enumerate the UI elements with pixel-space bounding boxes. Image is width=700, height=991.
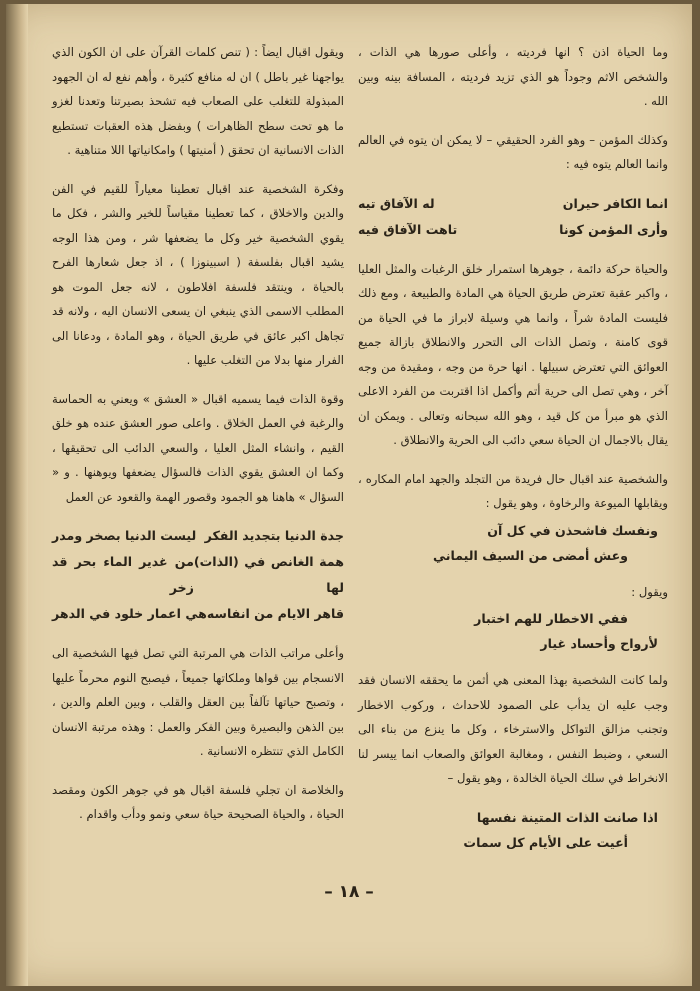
verse-row bbox=[358, 217, 668, 243]
verse-block bbox=[368, 518, 658, 568]
verse-hemistich: وأرى المؤمن كونا bbox=[559, 221, 668, 237]
verse-row bbox=[52, 523, 344, 549]
verse-hemistich: قاهر الايام من انفاسه bbox=[206, 606, 344, 621]
page-number: – ١٨ – bbox=[324, 882, 374, 902]
verse-line: اذا صانت الذات المتينة نفسها bbox=[476, 809, 658, 825]
paragraph: والخلاصة ان تجلي فلسفة اقبال هو في جوهر الكون ومقصد الحياة ، والحياة الصحيحة حياة سعي ونمو ودأب واقدام . bbox=[52, 782, 344, 821]
verse-hemistich: انما الكافر حيران bbox=[562, 195, 668, 211]
paragraph: والشخصية عند اقبال حال فريدة من التجلد والجهد امام المكاره ، ويقابلها الميوعة والرخاوة ، وهو يقول : bbox=[358, 471, 668, 510]
verse-hemistich: تاهت الآفاق فيه bbox=[358, 221, 458, 237]
verse-hemistich: هي اعمار خلود في الدهر bbox=[52, 606, 207, 621]
page bbox=[6, 4, 692, 986]
verse-hemistich: جدة الدنيا بتجديد الفكر bbox=[204, 528, 344, 543]
verse-line: ففي الاخطار للهم اختبار bbox=[474, 611, 628, 626]
paragraph: وفكرة الشخصية عند اقبال تعطينا معياراً للقيم في الفن والدين والاخلاق ، كما تعطينا مقياساً للخير والشر ، فكل ما يقوي الشخصية خير وكل ما يضعفها شر ، ومن هذا الوجه يشيد اقبال بفلسفة ( اسبينوزا ) ، اذ جعل شعارها الفرح بالحياة ، وينتقد فلسفة افلاطون ، لانه جعل الموت هو المطلب الاسمى الذي ينبغي ان يسعى الانسان اليه ، ولانه قد تجاهل اكبر عائق في طريق الحياة ، وهو المادة ، ودعانا الى الفرار منها بدلا من التغلب عليها . bbox=[52, 181, 344, 367]
paragraph: ويقول : bbox=[631, 584, 668, 599]
verse-block bbox=[358, 191, 668, 243]
left-column bbox=[52, 40, 344, 841]
paragraph: ولما كانت الشخصية بهذا المعنى هي أثمن ما يحققه الانسان فقد وجب عليه ان يدأب على الصمود للاحداث ، وركوب الاخطار وتجنب مزالق التواكل والاسترخاء ، وكل ما ينزع من بناء الى السعي ، وضبط النفس ، ومغالبة العوائق والصعاب انما ييسر لنا الانخراط في سلك الحياة الخالدة ، وهو يقول – bbox=[358, 673, 668, 785]
paragraph: وقوة الذات فيما يسميه اقبال « العشق » ويعني به الحماسة والرغبة في العمل الخلاق . واعلى صور العشق عنده هو خلق القيم ، وانشاء المثل العليا ، والسعي الدائب الى تحقيقها ، وكما ان العشق يقوي الذات فالسؤال يضعفها ويوهنها . و « السؤال » هاهنا هو الجمود وقصور الهمة والقعود عن العمل bbox=[52, 391, 344, 504]
paragraph: والحياة حركة دائمة ، جوهرها استمرار خلق الرغبات والمثل العليا ، واكبر عقبة تعترض طريق الحياة هي المادة والطبيعة ، ومع ذلك فليست المادة شراً ، وانما هي وسيلة لابراز ما في الحياة من قوى كامنة ، وتصل الذات الى التحرر والانطلاق بازالة جميع العوائق التي تعترض سبيلها . انها حرة من وجه ، ومقيدة من وجه آخر ، وهي تصل الى حرية أتم وأكمل اذا اقتربت من الفرد الاعلى الذي هو مبرأ من كل قيد ، وهو الله سبحانه وتعالى . ويمكن ان يقال بالاجمال ان الحياة سعي دائب الى الحرية والانطلاق . bbox=[358, 261, 668, 447]
verse-block bbox=[368, 805, 658, 855]
verse-hemistich: همة الغانص في (الذات) لها bbox=[193, 554, 344, 595]
paragraph: وكذلك المؤمن – وهو الفرد الحقيقي – لا يمكن ان يتوه في العالم وانما العالم يتوه فيه : bbox=[358, 132, 668, 171]
verse-line: لأرواح وأحساد غيار bbox=[540, 636, 658, 651]
verse-hemistich: من غدير الماء بحر قد زخر bbox=[52, 554, 194, 595]
paragraph: وما الحياة اذن ؟ انها فرديته ، وأعلى صورها هي الذات ، والشخص الاثم وجوداً هو الذي تزيد فرديته ، المسافة بينه وبين الله . bbox=[358, 45, 668, 108]
verse-row bbox=[358, 191, 668, 217]
verse-line: وعش أمضى من السيف اليماني bbox=[433, 547, 628, 563]
right-column bbox=[358, 40, 668, 867]
verse-row bbox=[52, 601, 344, 627]
verse-line: أعيت على الأيام كل سمات bbox=[463, 834, 628, 850]
paragraph: وأعلى مراتب الذات هي المرتبة التي تصل فيها الشخصية الى الانسجام بين قواها وملكاتها جميعاً ، فيصبح النوم محرماً عليها ، وتصبح حياتها تآلفاً بين العقل والقلب ، وبين العلم والدين ، بين الذهن والبصيرة وبين الفكر والعمل : وهذه مرتبة الانسان الكامل الذي تنتظره الانسانية . bbox=[52, 646, 344, 758]
verse-hemistich: له الآفاق تيه bbox=[358, 195, 435, 211]
verse-hemistich: ليست الدنيا بصخر ومدر bbox=[52, 528, 197, 543]
verse-block bbox=[368, 606, 658, 656]
verse-line: ونفسك فاشحذن في كل آن bbox=[487, 522, 658, 538]
verse-block bbox=[52, 523, 344, 627]
verse-row bbox=[52, 549, 344, 601]
binding-shadow bbox=[6, 4, 28, 986]
paragraph: ويقول اقبال ايضاً : ( تنص كلمات القرآن على ان الكون الذي يواجهنا غير باطل ) ان له منافع كثيرة ، وأهم نفع له ان الجهود المبذولة للتغلب على الصعاب فيه تشحذ بصيرتنا وتعدنا لغزو ما هو تحت سطح الظاهرات ) وبفضل هذه العقبات تستطيع الذات الانسانية ان تحقق ( أمنيتها ) وامكانياتها اللا متناهية . bbox=[52, 45, 344, 157]
